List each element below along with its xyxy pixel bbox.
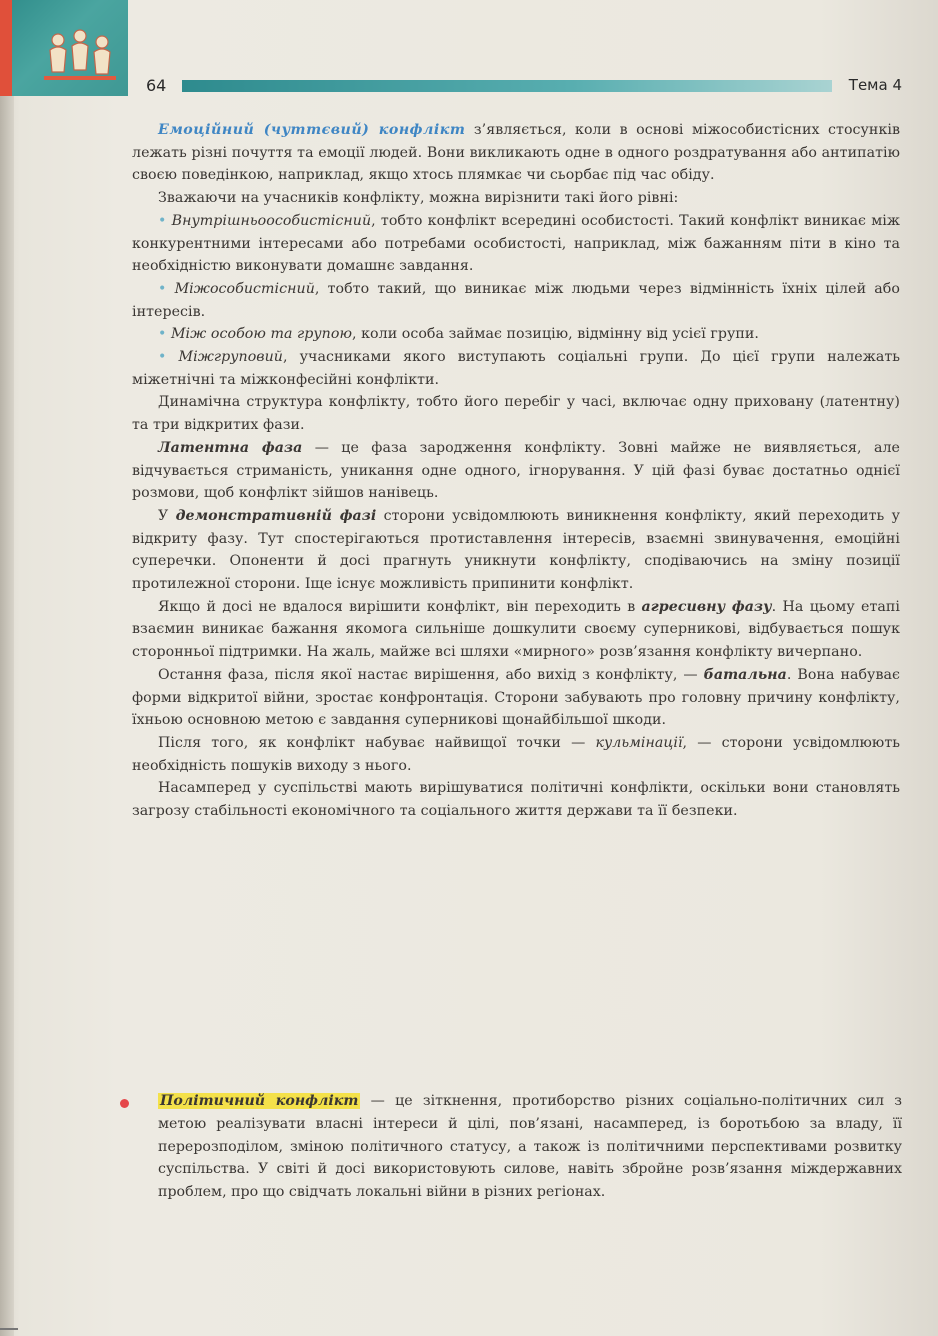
header-bar <box>182 80 832 92</box>
bullet-icon: • <box>158 349 179 366</box>
corner-illustration <box>0 0 128 96</box>
list-item-text: , тобто такий, що виникає між людьми через відмінність їхніх цілей або інтересів. <box>132 280 900 320</box>
list-item-text: , тобто конфлікт всередині особистості. Такий конфлікт виникає між конкурентними інтересами або потребами особистості, наприклад, між бажанням піти в кіно та необхідністю виконувати домашнє завдання. <box>132 212 900 275</box>
list-item-text: , учасниками якого виступають соціальні групи. До цієї групи належать міжетнічні та міжконфесійні конфлікти. <box>132 349 900 388</box>
paragraph-text: — це фаза зародження конфлікту. Зовні майже не виявляється, але відчувається стриманість, уникання одне одного, ігнорування. У цій фазі буває достатньо однієї розмови, щоб конфлікт зійшов нанівець. <box>132 439 900 502</box>
bullet-icon: • <box>158 280 175 297</box>
paragraph-latent-phase <box>132 437 900 505</box>
main-text <box>132 119 900 823</box>
paragraph-political-conflicts <box>132 777 900 822</box>
page-binding-edge <box>0 0 14 1336</box>
paragraph-levels-intro <box>132 187 900 210</box>
term-latent-phase: Латентна фаза <box>158 439 303 456</box>
term-person-group: Між особою та групою <box>170 326 352 343</box>
definition-text <box>158 1090 902 1204</box>
page-corner-mark <box>0 1328 18 1330</box>
paragraph-aggressive-phase <box>132 596 900 664</box>
paragraph-text: Якщо й досі не вдалося вирішити конфлікт, він переходить в <box>158 598 642 615</box>
bullet-icon: • <box>158 326 171 343</box>
list-item-intrapersonal <box>132 210 900 278</box>
page-header <box>146 74 902 98</box>
definition-body: — це зіткнення, протиборство різних соціально-політичних сил з метою реалізувати власні інтереси й цілі, пов’язані, насамперед, із боротьбою за владу, її перерозподілом, зміною політичного статусу, а також із політичними перспективами розвитку суспільства. У світі й досі використовують силове, навіть збройне розв’язання міждержавних проблем, про що свідчать локальні війни в різних регіонах. <box>158 1093 902 1201</box>
paragraph-text: . На цьому етапі взаємин виникає бажання якомога сильніше дошкулити своєму суперникові, відбувається пошук сторонньої підтримки. На жаль, майже всі шляхи «мирного» розв’язання конфлікту вичерпано. <box>132 598 901 661</box>
term-intergroup: Міжгруповий <box>178 349 283 366</box>
paragraph-battle-phase <box>132 664 900 732</box>
paragraph-text: Динамічна структура конфлікту, тобто його перебіг у часі, включає одну приховану (латентну) та три відкритих фази. <box>132 394 900 434</box>
paragraph-text: з’являється, коли в основі міжособистісних стосунків лежать різні почуття та емоції людей. Вони викликають одне в одного роздратування або антипатію своєю поведінкою, наприклад, якщо хтось плямкає чи сьорбає під час обіду. <box>132 122 900 184</box>
bullet-dot-icon <box>120 1099 129 1108</box>
corner-red-stripe <box>0 0 12 96</box>
paragraph-emotional-conflict <box>132 119 900 187</box>
term-interpersonal: Міжособистісний <box>174 280 315 297</box>
term-culmination: кульмінації <box>595 734 683 751</box>
term-aggressive-phase: агресивну фазу <box>641 598 772 615</box>
paragraph-text: Зважаючи на учасників конфлікту, можна вирізнити такі його рівні: <box>158 190 679 207</box>
paragraph-text: У <box>158 507 176 524</box>
list-item-text: , коли особа займає позицію, відмінну від усієї групи. <box>352 326 759 343</box>
list-item-person-group <box>132 323 900 346</box>
term-demonstrative-phase: демонстративній фазі <box>175 507 377 524</box>
paragraph-text: , — сторони усвідомлюють необхідність пошуків виходу з нього. <box>132 734 900 774</box>
term-intrapersonal: Внутрішньоособистісний <box>171 212 372 229</box>
topic-label: Тема 4 <box>848 76 902 94</box>
paragraph-text: Після того, як конфлікт набуває найвищої точки — <box>158 734 596 751</box>
term-battle-phase: батальна <box>703 666 787 683</box>
paragraph-text: . Вона набуває форми відкритої війни, зростає конфронтація. Сторони забувають про головну причину конфлікту, їхньою основною метою є завдання суперникові щонайбільшої шкоди. <box>132 666 900 729</box>
highlighted-term-political-conflict: Політичний конфлікт <box>160 1093 359 1109</box>
paragraph-text: Насамперед у суспільстві мають вирішуватися політичні конфлікти, оскільки вони становлять загрозу стабільності економічного та соціального життя держави та її безпеки. <box>132 780 900 820</box>
list-item-intergroup <box>132 346 900 391</box>
paragraph-culmination <box>132 732 900 777</box>
paragraph-text: Остання фаза, після якої настає вирішення, або вихід з конфлікту, — <box>158 666 704 683</box>
paragraph-dynamic-structure <box>132 391 900 436</box>
page-number: 64 <box>146 76 167 95</box>
list-item-interpersonal <box>132 278 900 323</box>
paragraph-text: сторони усвідомлюють виникнення конфлікту, який переходить у відкриту фазу. Тут спостерігаються протиставлення інтересів, взаємні звинувачення, емоційні суперечки. Опоненти й досі прагнуть уникнути конфлікту, сподіваючись на зміну позиції протилежної сторони. Іще існує можливість припинити конфлікт. <box>132 507 901 593</box>
paragraph-demonstrative-phase <box>132 505 900 596</box>
bullet-icon: • <box>158 212 172 229</box>
figures-decoration-icon <box>44 26 116 86</box>
term-emotional-conflict: Емоційний (чуттєвий) конфлікт <box>158 122 466 138</box>
